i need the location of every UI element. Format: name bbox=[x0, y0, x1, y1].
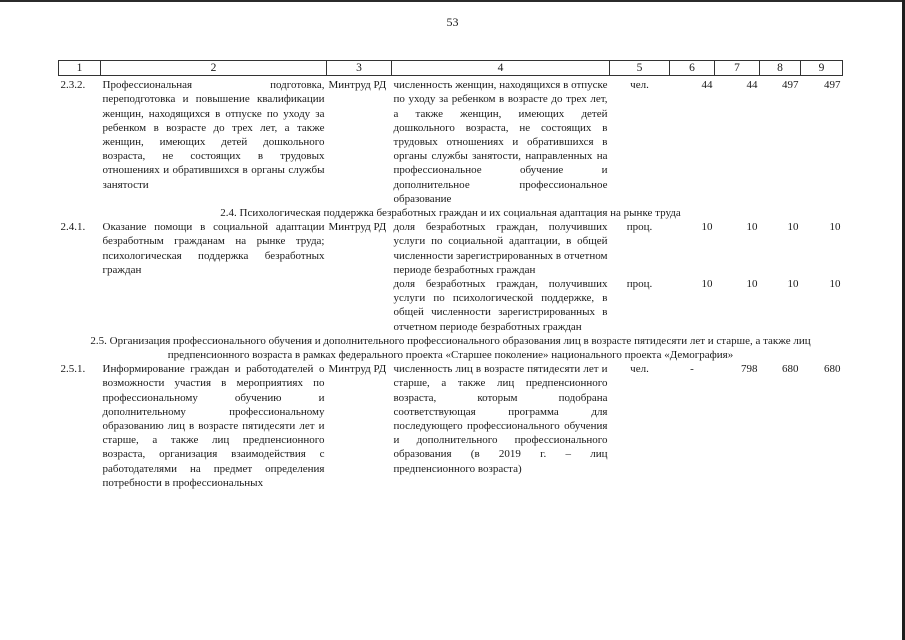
item-value-col6: 10 bbox=[701, 221, 713, 234]
item-name: Информирование граждан и работодателей о возможности участия в мероприятиях по профессиональному обучению и дополнительному профессиональному образованию лиц в возрасте пятидесяти лет и старше, а также лиц предпенсионного возраста, организация взаимодействия с работодателями на предмет определения потребности в профессиональных bbox=[102, 363, 325, 489]
item-unit: чел. bbox=[630, 79, 649, 92]
column-number-row bbox=[59, 61, 843, 76]
table-row bbox=[59, 220, 843, 277]
section-heading: 2.5. Организация профессионального обучения и дополнительного профессионального образования лиц в возрасте пятидесяти лет и старше, а также лиц предпенсионного возраста в рамках федерального проекта «Старшее поколение» национального проекта «Демография» bbox=[90, 334, 811, 362]
page-number: 53 bbox=[446, 15, 459, 29]
item-value-col6: 44 bbox=[701, 79, 713, 92]
item-indicator: численность лиц в возрасте пятидесяти лет и старше, а также лиц предпенсионного возраста, которым подобрана соответствующая программа для последующего профессионального обучения и дополнительного профессионального образования (в 2019 г. – лиц предпенсионного возраста) bbox=[393, 363, 608, 475]
item-value-col6: - bbox=[690, 363, 694, 376]
item-value-col9: 10 bbox=[829, 278, 841, 291]
column-number: 3 bbox=[327, 61, 392, 76]
table-row bbox=[59, 78, 843, 206]
item-unit: проц. bbox=[626, 278, 653, 291]
item-indicator: доля безработных граждан, получивших услуги по социальной адаптации, в общей численности зарегистрированных в отчетном периоде безработных граждан bbox=[393, 221, 608, 276]
section-heading-row bbox=[59, 334, 843, 362]
item-executor: Минтруд РД bbox=[328, 221, 387, 234]
item-indicator: численность женщин, находящихся в отпуске по уходу за ребенком в возрасте до трех лет, а также женщин, имеющих детей дошкольного возраста, не состоящих в трудовых отношениях и обратившихся в органы службы занятости, направленных на профессиональное обучение и дополнительное профессиональное образование bbox=[393, 79, 608, 205]
item-value-col9: 680 bbox=[824, 363, 841, 376]
item-value-col8: 10 bbox=[787, 278, 799, 291]
column-number: 2 bbox=[101, 61, 327, 76]
item-name: Профессиональная подготовка, переподготовка и повышение квалификации женщин, находящихся в отпуске по уходу за ребенком в возрасте до трех лет, а также женщин, имеющих детей дошкольного возраста, не состоящих в трудовых отношениях и обратившихся в органы службы занятости bbox=[102, 79, 325, 191]
item-code: 2.5.1. bbox=[60, 363, 86, 376]
item-value-col8: 680 bbox=[782, 363, 799, 376]
item-value-col8: 497 bbox=[782, 79, 799, 92]
column-number: 1 bbox=[59, 61, 101, 76]
column-number: 6 bbox=[670, 61, 715, 76]
item-value-col7: 798 bbox=[741, 363, 758, 376]
section-heading-row bbox=[59, 206, 843, 220]
item-value-col8: 10 bbox=[787, 221, 799, 234]
item-value-col7: 10 bbox=[746, 278, 758, 291]
column-number: 7 bbox=[715, 61, 760, 76]
column-number: 4 bbox=[392, 61, 610, 76]
column-number: 5 bbox=[610, 61, 670, 76]
column-number: 8 bbox=[760, 61, 801, 76]
item-unit: чел. bbox=[630, 363, 649, 376]
item-indicator: доля безработных граждан, получивших услуги по психологической поддержке, в общей численности зарегистрированных в отчетном периоде безработных граждан bbox=[393, 278, 608, 333]
scan-edge-top bbox=[0, 0, 905, 2]
item-value-col6: 10 bbox=[701, 278, 713, 291]
section-heading: 2.4. Психологическая поддержка безработных граждан и их социальная адаптация на рынке труда bbox=[220, 207, 681, 220]
table-row bbox=[59, 277, 843, 334]
item-value-col9: 497 bbox=[824, 79, 841, 92]
item-value-col7: 44 bbox=[746, 79, 758, 92]
item-unit: проц. bbox=[626, 221, 653, 234]
item-value-col9: 10 bbox=[829, 221, 841, 234]
item-code: 2.4.1. bbox=[60, 221, 86, 234]
item-value-col7: 10 bbox=[746, 221, 758, 234]
item-executor: Минтруд РД bbox=[328, 79, 387, 92]
item-name: Оказание помощи в социальной адаптации безработным гражданам на рынке труда; психологическая поддержка безработных граждан bbox=[102, 221, 325, 276]
table-row bbox=[59, 362, 843, 490]
item-code: 2.3.2. bbox=[60, 79, 86, 92]
program-table bbox=[58, 60, 843, 490]
column-number: 9 bbox=[801, 61, 843, 76]
item-executor: Минтруд РД bbox=[328, 363, 387, 376]
